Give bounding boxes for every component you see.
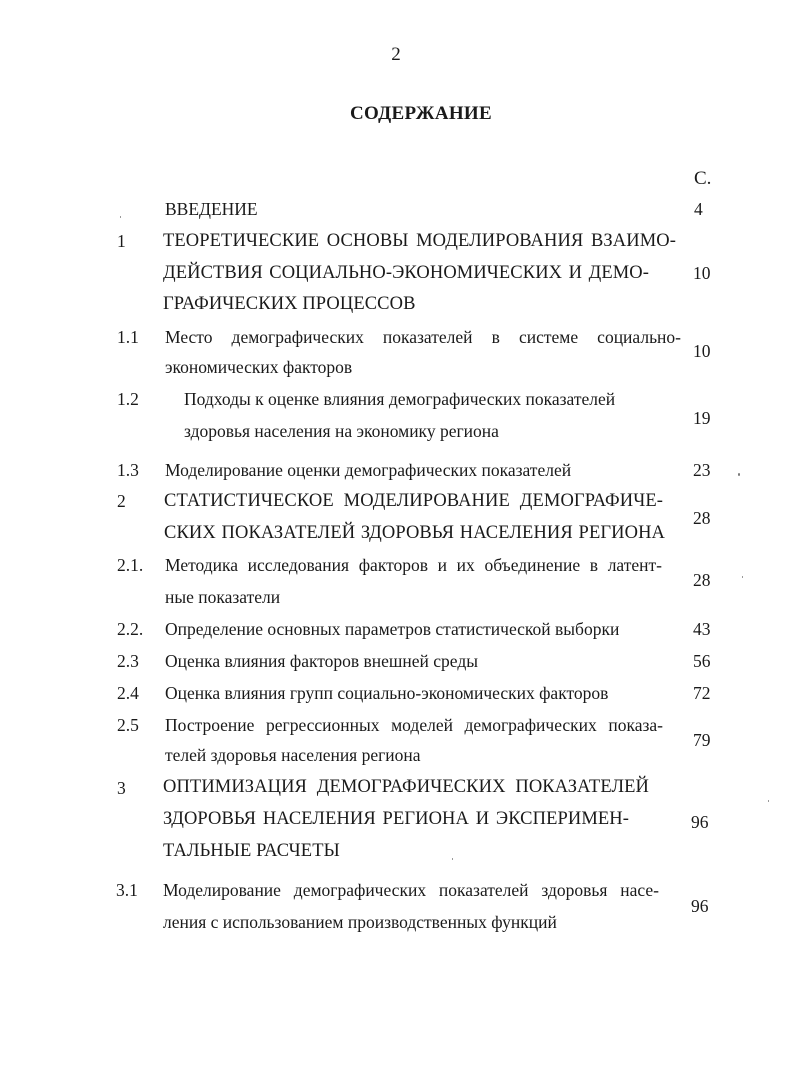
toc-entry-line: здоровья населения на экономику региона — [184, 421, 499, 441]
toc-entry-number: 2 — [117, 491, 126, 511]
toc-entry-line: Моделирование демографических показателей здоровья насе- — [163, 880, 659, 900]
toc-entry-line: ления с использованием производственных функций — [163, 912, 557, 932]
toc-entry-line: ДЕЙСТВИЯ СОЦИАЛЬНО-ЭКОНОМИЧЕСКИХ И ДЕМО- — [163, 263, 649, 283]
toc-entry-number: 1 — [117, 231, 126, 251]
toc-entry-line: Оценка влияния групп социально-экономических факторов — [165, 683, 609, 703]
toc-entry-line: Определение основных параметров статистической выборки — [165, 619, 620, 639]
toc-entry-line: ОПТИМИЗАЦИЯ ДЕМОГРАФИЧЕСКИХ ПОКАЗАТЕЛЕЙ — [163, 777, 649, 797]
toc-entry-page: 56 — [693, 651, 711, 671]
page-column-header: С. — [694, 168, 712, 189]
toc-entry-title: ВВЕДЕНИЕ — [165, 199, 258, 219]
toc-entry-number: 1.1 — [117, 327, 139, 347]
toc-entry-line: ТЕОРЕТИЧЕСКИЕ ОСНОВЫ МОДЕЛИРОВАНИЯ ВЗАИМО- — [163, 231, 676, 251]
toc-entry-page: 72 — [693, 683, 711, 703]
toc-entry-page: 43 — [693, 619, 711, 639]
toc-entry-line: СТАТИСТИЧЕСКОЕ МОДЕЛИРОВАНИЕ ДЕМОГРАФИЧЕ- — [164, 491, 663, 511]
toc-entry-page: 96 — [691, 896, 709, 916]
toc-entry-page: 28 — [693, 570, 711, 590]
toc-entry-page: 96 — [691, 812, 709, 832]
toc-entry-number: 2.4 — [117, 683, 139, 703]
toc-entry-page: 10 — [693, 341, 711, 361]
toc-entry-line: Оценка влияния факторов внешней среды — [165, 651, 478, 671]
toc-entry-line: экономических факторов — [165, 357, 353, 377]
page-title: СОДЕРЖАНИЕ — [350, 103, 492, 124]
toc-entry-line: Моделирование оценки демографических показателей — [165, 460, 572, 480]
toc-entry-line: ГРАФИЧЕСКИХ ПРОЦЕССОВ — [163, 294, 416, 314]
toc-entry-page: 79 — [693, 730, 711, 750]
toc-entry-number: 3.1 — [116, 880, 138, 900]
scan-speck — [738, 473, 740, 476]
toc-entry-page: 10 — [693, 263, 711, 283]
toc-entry-number: 2.1. — [117, 555, 144, 575]
toc-entry-line: Подходы к оценке влияния демографических показателей — [184, 389, 616, 409]
toc-entry-page: 23 — [693, 460, 711, 480]
toc-entry-number: 2.2. — [117, 619, 144, 639]
toc-entry-number: 1.2 — [117, 389, 139, 409]
page-number: 2 — [391, 44, 401, 65]
toc-entry-line: ЗДОРОВЬЯ НАСЕЛЕНИЯ РЕГИОНА И ЭКСПЕРИМЕН- — [163, 809, 629, 829]
toc-entry-page: 4 — [694, 199, 703, 219]
toc-entry-number: 2.3 — [117, 651, 139, 671]
toc-entry-number: 1.3 — [117, 460, 139, 480]
toc-entry-page: 19 — [693, 408, 711, 428]
toc-entry-number: 2.5 — [117, 715, 139, 735]
toc-entry-line: Место демографических показателей в системе социально- — [165, 327, 681, 347]
toc-entry-line: телей здоровья населения региона — [165, 745, 421, 765]
toc-entry-number: 3 — [117, 778, 126, 798]
toc-entry-line: СКИХ ПОКАЗАТЕЛЕЙ ЗДОРОВЬЯ НАСЕЛЕНИЯ РЕГИОНА — [164, 523, 665, 543]
scan-speck — [452, 858, 453, 860]
toc-entry-line: Построение регрессионных моделей демографических показа- — [165, 715, 663, 735]
toc-entry-page: 28 — [693, 508, 711, 528]
toc-entry-line: ТАЛЬНЫЕ РАСЧЕТЫ — [163, 841, 340, 861]
scan-speck — [120, 216, 121, 218]
scan-speck — [742, 576, 743, 578]
toc-entry-line: ные показатели — [165, 587, 281, 607]
scan-speck — [768, 800, 769, 802]
toc-entry-line: Методика исследования факторов и их объединение в латент- — [165, 555, 662, 575]
